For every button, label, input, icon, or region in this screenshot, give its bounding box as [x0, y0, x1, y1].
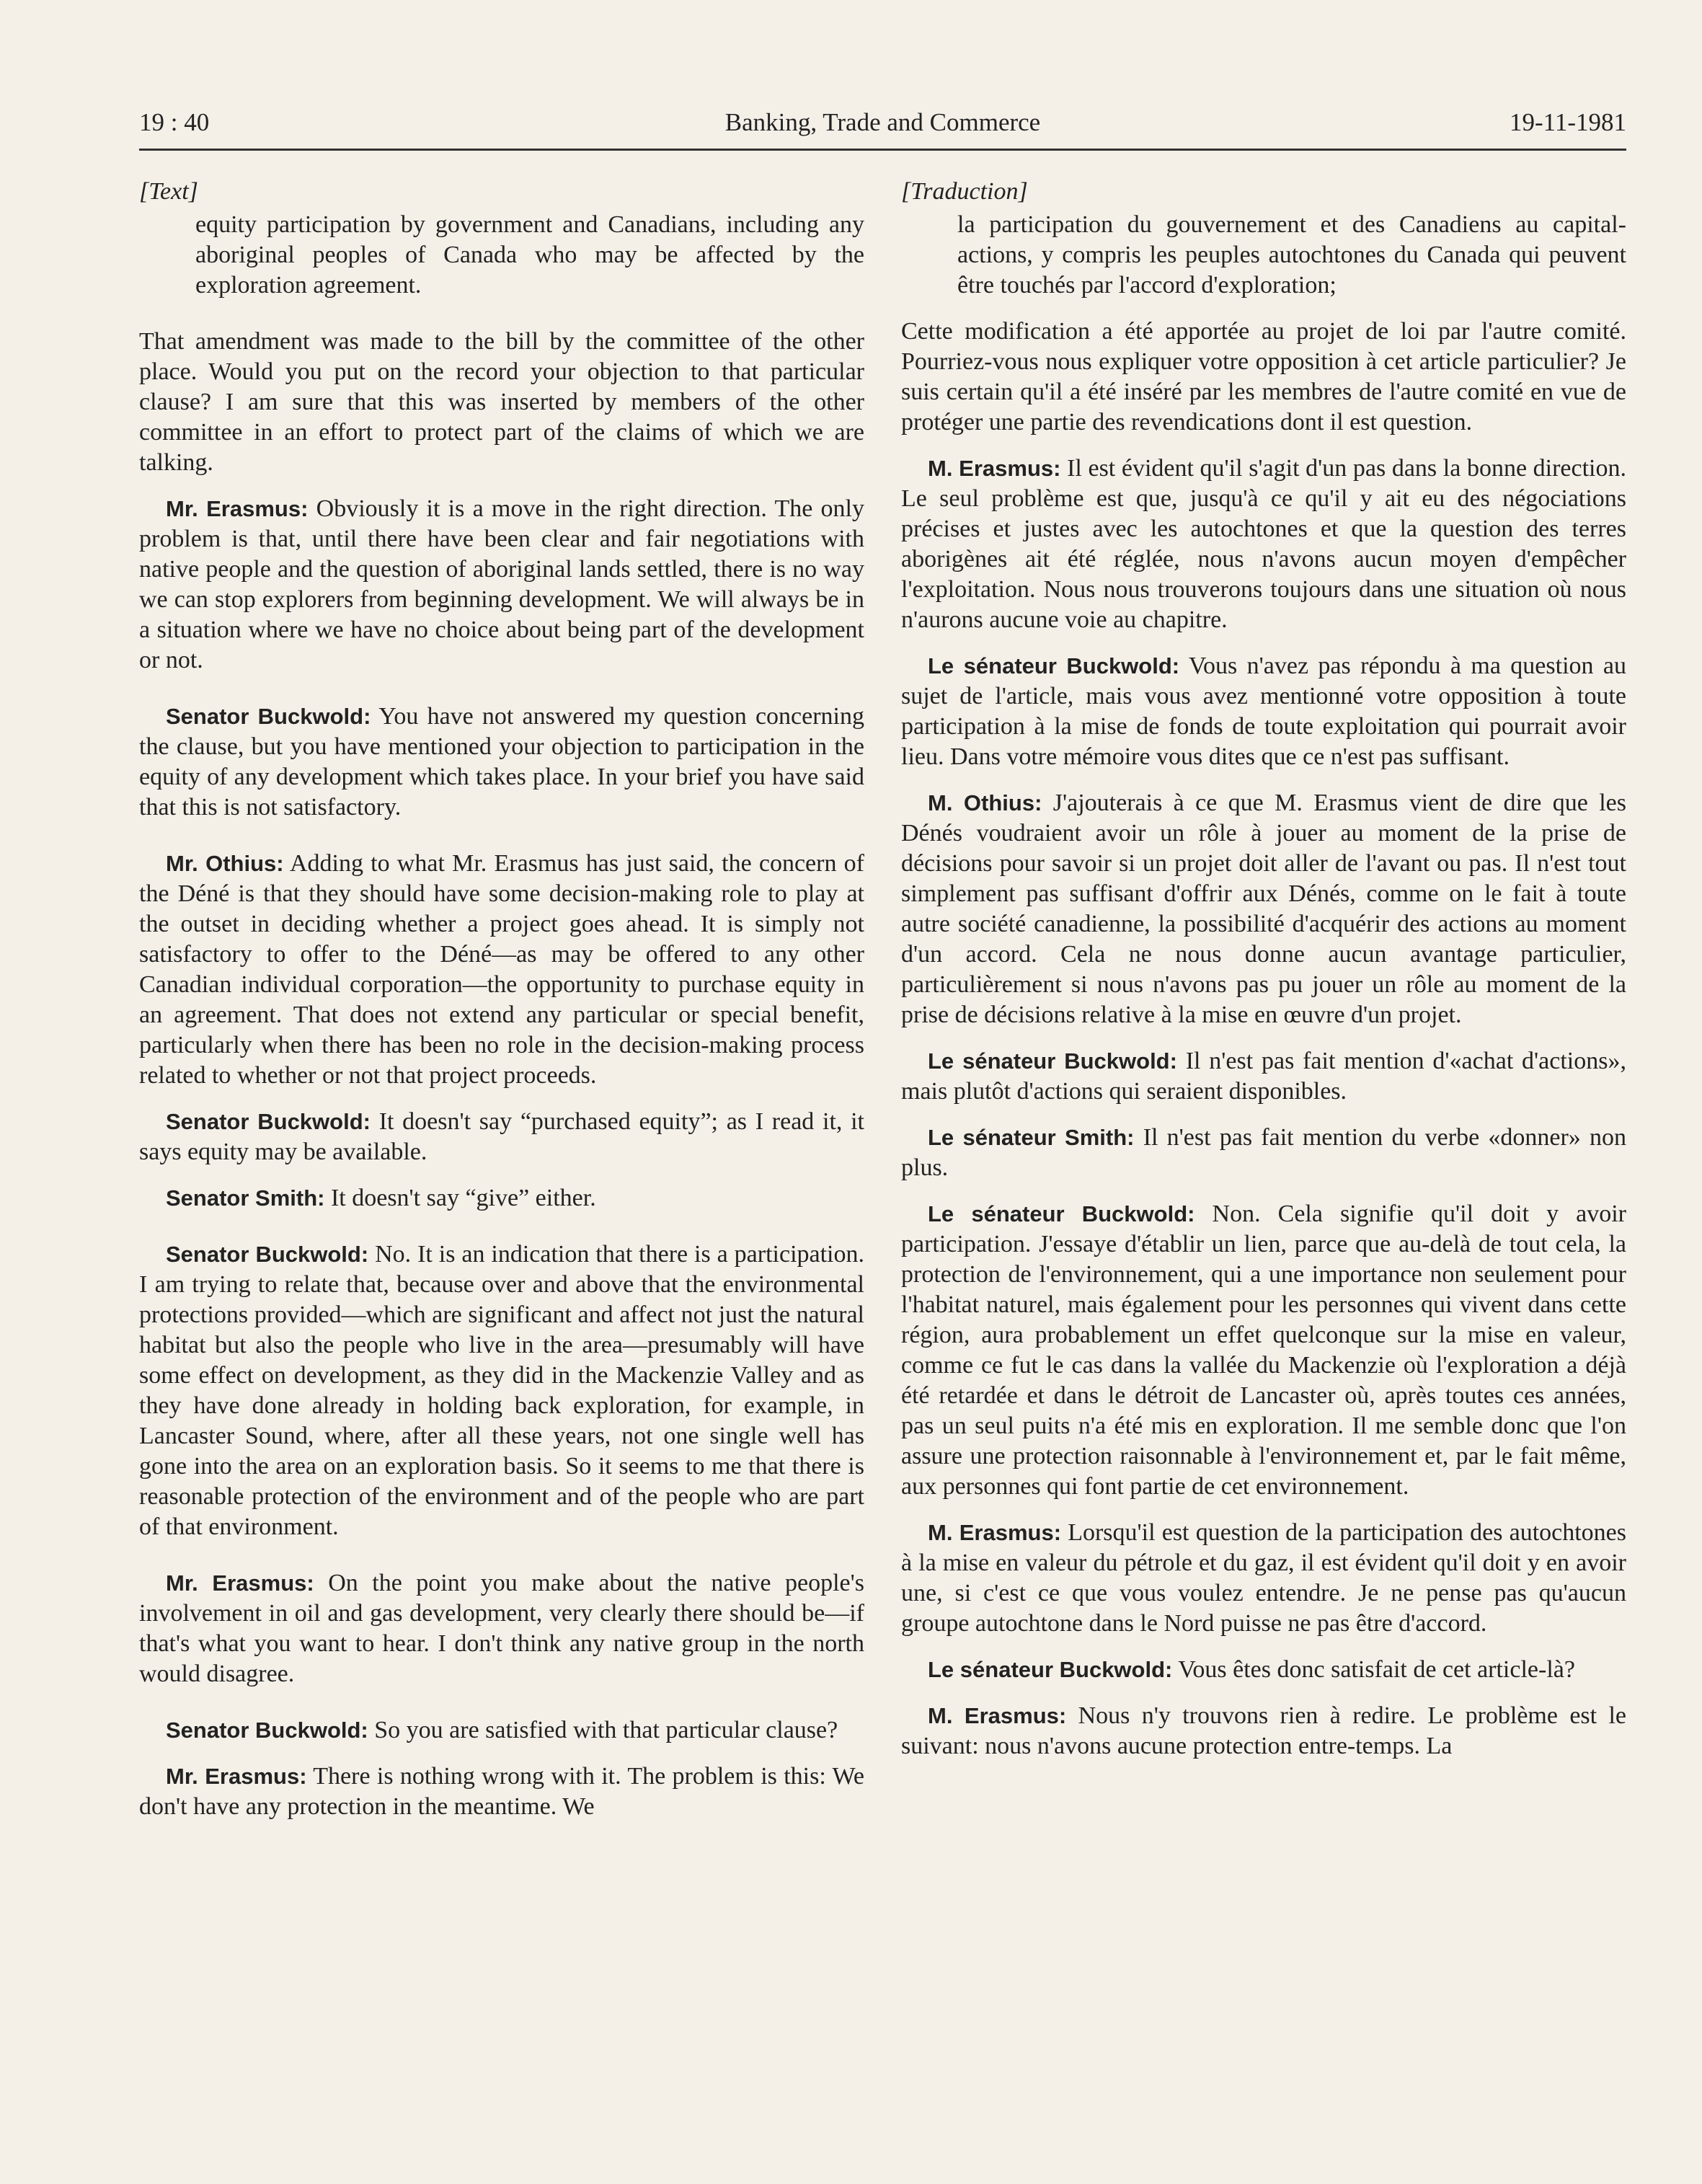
paragraph: M. Othius: J'ajouterais à ce que M. Erasmus vient de dire que les Dénés voudraient avoir un rôle à jouer au moment de la prise de décisions pour savoir si un projet doit aller de l'avant ou pas. Il n'est tout simplement pas suffisant d'offrir aux Dénés, comme on le fait à toute autre société canadienne, la possibilité d'acquérir des actions au moment d'un accord. Cela ne nous donne aucun avantage particulier, particulièrement si nous n'avons pas pu jouer un rôle au moment de la prise de décisions relative à la mise en œuvre d'un projet.: [901, 790, 1626, 1028]
paragraph: Le sénateur Buckwold: Il n'est pas fait mention d'«achat d'actions», mais plutôt d'actions qui seraient disponibles.: [901, 1048, 1626, 1105]
issue-date: 19-11-1981: [1509, 108, 1626, 136]
paragraph: Le sénateur Buckwold: Vous n'avez pas répondu à ma question au sujet de l'article, mais vous avez mentionné votre opposition à toute participation à la mise de fonds de toute exploitation qui pourrait avoir lieu. Dans votre mémoire vous dites que ce n'est pas suffisant.: [901, 653, 1626, 770]
speaker: Le sénateur Buckwold:: [928, 1048, 1177, 1074]
speaker: M. Erasmus:: [928, 1520, 1062, 1545]
speaker: Mr. Erasmus:: [166, 496, 309, 521]
speaker: Mr. Othius:: [166, 851, 284, 876]
speaker: Mr. Erasmus:: [166, 1764, 307, 1789]
text-label: [ Text ]: [139, 177, 864, 207]
paragraph: Senator Buckwold: You have not answered my question concerning the clause, but you have mentioned your objection to participation in the equity of any development which takes place. In your brief you have said that this is not satisfactory.: [139, 703, 864, 821]
paragraph: Le sénateur Smith: Il n'est pas fait mention du verbe «donner» non plus.: [901, 1124, 1627, 1181]
speaker: Senator Buckwold:: [166, 1242, 369, 1267]
speaker: Senator Buckwold:: [166, 1717, 368, 1743]
paragraph: Senator Smith: It doesn't say “give” either.: [166, 1185, 596, 1211]
paragraph: Le sénateur Buckwold: Non. Cela signifie qu'il doit y avoir participation. J'essaye d'établir un lien, parce que au-delà de tout cela, la protection de l'environnement, qui a une importance non seulement pour l'habitat naturel, mais également pour les personnes qui vivent dans cette région, aura probablement un effet quelconque sur la mise en valeur, comme ce fut le cas dans la vallée du Mackenzie où l'exploration a déjà été retardée et dans le détroit de Lancaster où, après toutes ces années, pas un seul puits n'a été mis en exploration. Il me semble donc que l'on assure une protection raisonnable à l'environnement et, par le fait même, aux personnes qui font partie de cet environnement.: [901, 1201, 1626, 1500]
speaker: Le sénateur Buckwold:: [928, 653, 1180, 678]
paragraph: That amendment was made to the bill by the committee of the other place. Would you put on the record your objection to that particular clause? I am sure that this was inserted by members of the other committee in an effort to protect part of the claims of which we are talking.: [139, 328, 864, 476]
speaker: Senator Buckwold:: [166, 704, 371, 729]
speaker: M. Othius:: [928, 790, 1042, 815]
paragraph: Cette modification a été apportée au projet de loi par l'autre comité. Pourriez-vous nous expliquer votre opposition à cet article particulier? Je suis certain qu'il a été inséré par les membres de l'autre comité en vue de protéger une partie des revendications dont il est question.: [901, 318, 1626, 436]
paragraph: Mr. Erasmus: There is nothing wrong with it. The problem is this: We don't have any protection in the meantime. We: [139, 1763, 864, 1820]
paragraph: Mr. Erasmus: Obviously it is a move in the right direction. The only problem is that, until there have been clear and fair negotiations with native people and the question of aboriginal lands settled, there is no way we can stop explorers from beginning development. We will always be in a situation where we have no choice about being part of the development or not.: [139, 495, 864, 673]
paragraph: Senator Buckwold: It doesn't say “purchased equity”; as I read it, it says equity may be available.: [139, 1108, 864, 1165]
page-header: [139, 108, 1626, 151]
english-column: [139, 177, 864, 1838]
paragraph: Le sénateur Buckwold: Vous êtes donc satisfait de cet article-là?: [928, 1656, 1575, 1683]
paragraph: M. Erasmus: Nous n'y trouvons rien à redire. Le problème est le suivant: nous n'avons aucune protection entre-temps. La: [901, 1702, 1626, 1759]
traduction-label: [ Traduction ]: [901, 177, 1626, 207]
speaker: M. Erasmus:: [928, 456, 1061, 481]
paragraph: M. Erasmus: Il est évident qu'il s'agit d'un pas dans la bonne direction. Le seul problème est que, jusqu'à ce qu'il y ait eu des négociations précises et justes avec les autochtones et que la question des terres aborigènes ait été réglée, nous n'avons aucun moyen d'empêcher l'exploitation. Nous nous trouverons toujours dans une situation où nous n'aurons aucune voie au chapitre.: [901, 455, 1626, 633]
quoted-clause: la participation du gouvernement et des Canadiens au capital-actions, y compris les peuples autochtones du Canada qui peuvent être touchés par l'accord d'exploration;: [957, 211, 1626, 299]
speaker: M. Erasmus:: [928, 1703, 1067, 1728]
speaker: Mr. Erasmus:: [166, 1570, 314, 1596]
publication-title: Banking, Trade and Commerce: [724, 108, 1041, 136]
speaker: Senator Buckwold:: [166, 1109, 371, 1134]
paragraph: Senator Buckwold: So you are satisfied with that particular clause?: [166, 1717, 838, 1743]
paragraph: Mr. Othius: Adding to what Mr. Erasmus has just said, the concern of the Déné is that they should have some decision-making role to play at the outset in deciding whether a project goes ahead. It is simply not satisfactory to offer to the Déné—as may be offered to any other Canadian individual corporation—the opportunity to purchase equity in an agreement. That does not extend any particular or special benefit, particularly when there has been no role in the decision-making process related to whether or not that project proceeds.: [139, 850, 864, 1089]
paragraph: Senator Buckwold: No. It is an indication that there is a participation. I am trying to relate that, because over and above that the environmental protections provided—which are significant and affect not just the natural habitat but also the people who live in the area—presumably will have some effect on development, as they did in the Mackenzie Valley and as they have done already in holding back exploration, for example, in Lancaster Sound, where, after all these years, not one single well has gone into the area on an exploration basis. So it seems to me that there is reasonable protection of the environment and of the people who are part of that environment.: [139, 1241, 864, 1540]
paragraph: Mr. Erasmus: On the point you make about the native people's involvement in oil and gas development, very clearly there should be—if that's what you want to hear. I don't think any native group in the north would disagree.: [139, 1570, 864, 1687]
speaker: Le sénateur Buckwold:: [928, 1657, 1173, 1682]
paragraph: M. Erasmus: Lorsqu'il est question de la participation des autochtones à la mise en valeur du pétrole et du gaz, il est évident qu'il doit y en avoir une, si c'est ce que vous voulez entendre. Je ne pense pas qu'aucun groupe autochtone dans le Nord puisse ne pas être d'accord.: [901, 1519, 1627, 1637]
speaker: Le sénateur Buckwold:: [928, 1201, 1195, 1226]
quoted-clause: equity participation by government and Canadians, including any aboriginal peoples of Canada who may be affected by the exploration agreement.: [195, 211, 864, 299]
speaker: Senator Smith:: [166, 1185, 325, 1211]
page-number: 19 : 40: [139, 108, 210, 136]
french-column: [901, 177, 1626, 1777]
speaker: Le sénateur Smith:: [928, 1125, 1135, 1150]
